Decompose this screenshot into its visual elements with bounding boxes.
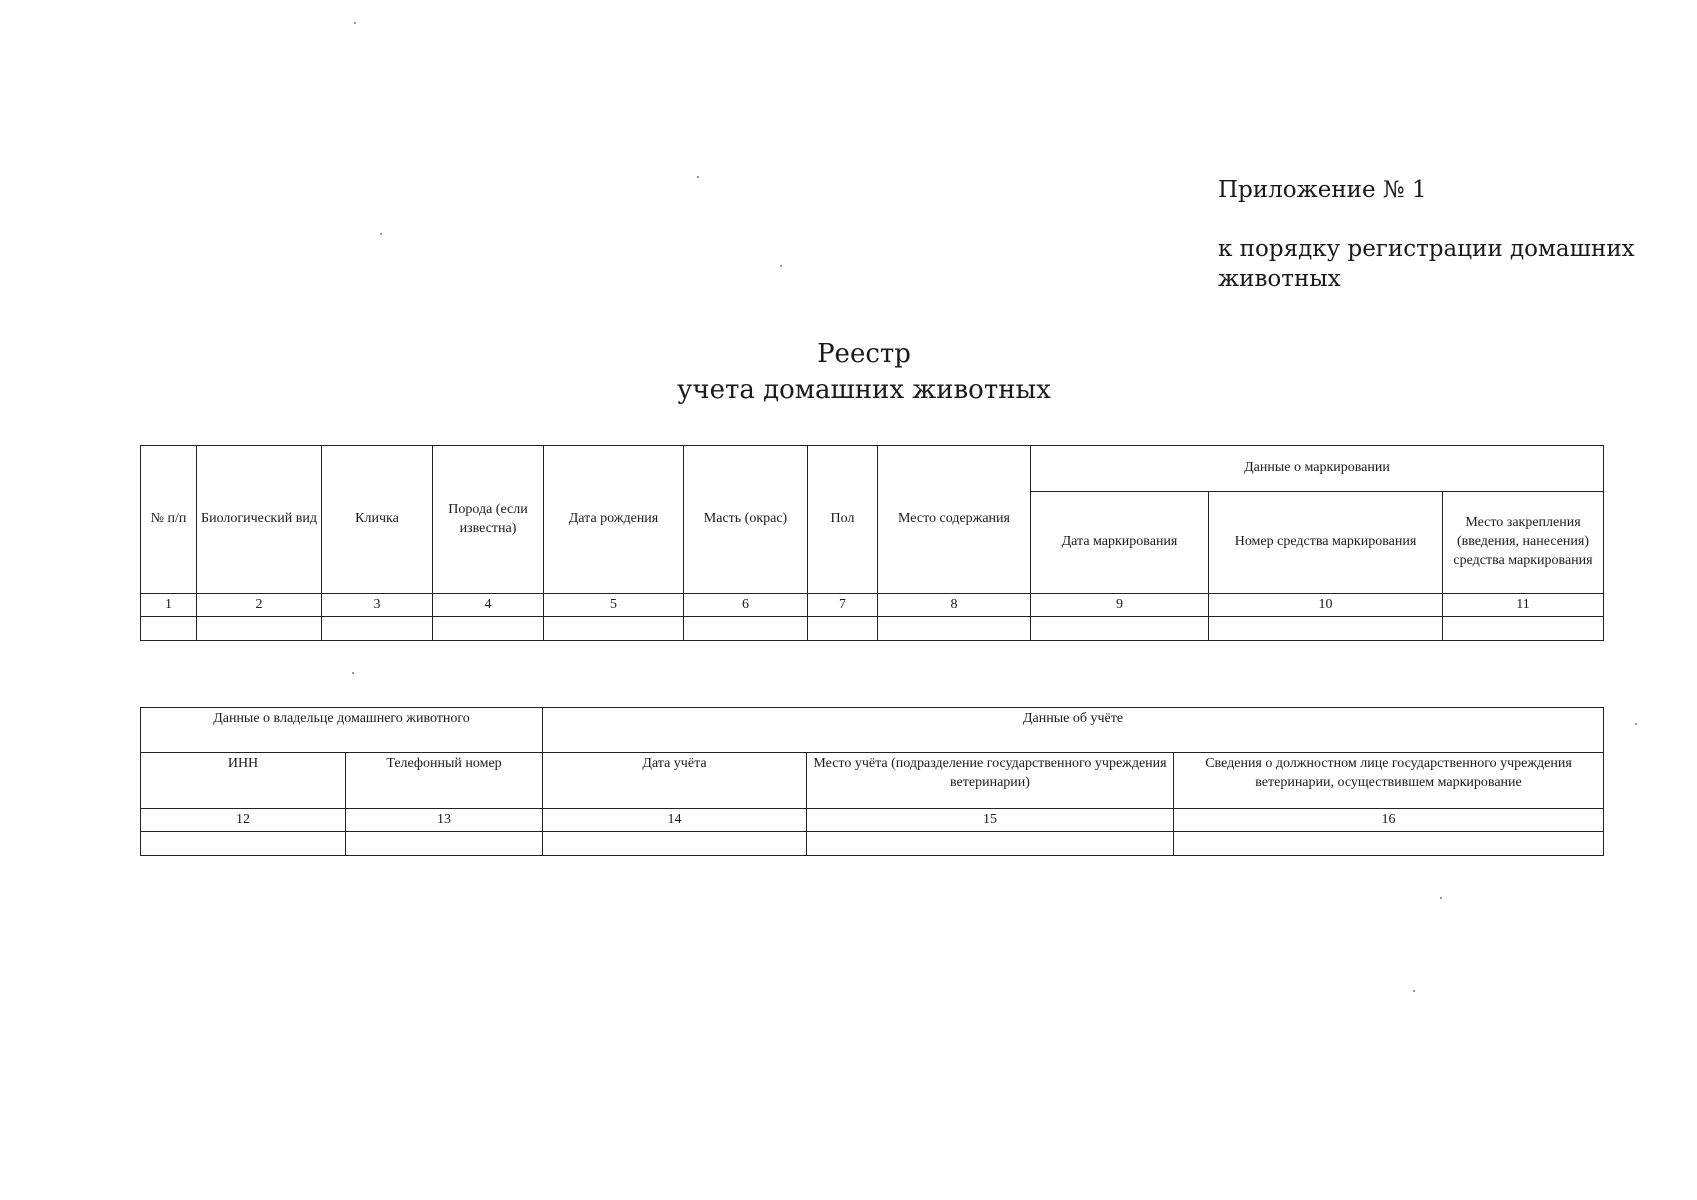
appendix-text: к порядку регистрации домашних животных [1218,235,1635,292]
column-number: 8 [878,594,1031,617]
column-number-row [141,594,1604,617]
scan-speck [354,22,356,24]
empty-data-row [141,832,1604,856]
empty-cell [197,617,322,641]
empty-cell [808,617,878,641]
empty-cell [141,617,197,641]
header-cell-number: № п/п [141,446,197,594]
column-number: 4 [433,594,544,617]
empty-cell [433,617,544,641]
header-cell-sex: Пол [808,446,878,594]
document-title [0,336,1697,409]
empty-cell [141,832,346,856]
column-number: 9 [1031,594,1209,617]
scan-speck [1635,723,1637,725]
empty-data-row [141,617,1604,641]
column-number: 14 [543,809,807,832]
header-cell-keeping-place: Место содержания [878,446,1031,594]
group-header-owner: Данные о владельце домашнего животного [141,708,543,753]
scan-speck [1413,990,1415,992]
header-cell-color: Масть (окрас) [684,446,808,594]
registry-table-animal [140,445,1604,641]
column-number: 3 [322,594,433,617]
header-cell-breed: Порода (если известна) [433,446,544,594]
column-number: 16 [1174,809,1604,832]
header-cell-marking-place: Место закрепления (введения, нанесения) средства маркирования [1443,492,1604,594]
header-cell-official-info: Сведения о должностном лице государственного учреждения ветеринарии, осуществившем маркирование [1174,753,1604,809]
title-line-2: учета домашних животных [677,375,1051,406]
registry-table-owner [140,707,1604,856]
empty-cell [878,617,1031,641]
column-number: 15 [807,809,1174,832]
title-line-1: Реестр [817,339,911,369]
scan-speck [1440,897,1442,899]
header-cell-phone: Телефонный номер [346,753,543,809]
empty-cell [807,832,1174,856]
group-header-accounting: Данные об учёте [543,708,1604,753]
scan-speck [697,176,699,178]
scan-speck [380,233,382,235]
empty-cell [1031,617,1209,641]
column-number: 12 [141,809,346,832]
column-number: 6 [684,594,808,617]
header-cell-marking-number: Номер средства маркирования [1209,492,1443,594]
column-number-row [141,809,1604,832]
header-cell-accounting-date: Дата учёта [543,753,807,809]
scan-speck [780,265,782,267]
header-cell-nickname: Кличка [322,446,433,594]
empty-cell [322,617,433,641]
header-cell-birth-date: Дата рождения [544,446,684,594]
header-cell-accounting-place: Место учёта (подразделение государственного учреждения ветеринарии) [807,753,1174,809]
empty-cell [543,832,807,856]
header-cell-inn: ИНН [141,753,346,809]
scan-speck [352,672,354,674]
column-number: 11 [1443,594,1604,617]
appendix-block [1218,176,1638,295]
empty-cell [1174,832,1604,856]
empty-cell [1443,617,1604,641]
empty-cell [544,617,684,641]
group-header-marking: Данные о маркировании [1031,446,1604,492]
header-cell-marking-date: Дата маркирования [1031,492,1209,594]
header-cell-species: Биологический вид [197,446,322,594]
empty-cell [684,617,808,641]
appendix-number: Приложение № 1 [1218,177,1427,203]
empty-cell [1209,617,1443,641]
column-number: 13 [346,809,543,832]
column-number: 5 [544,594,684,617]
column-number: 1 [141,594,197,617]
column-number: 10 [1209,594,1443,617]
column-number: 7 [808,594,878,617]
empty-cell [346,832,543,856]
column-number: 2 [197,594,322,617]
